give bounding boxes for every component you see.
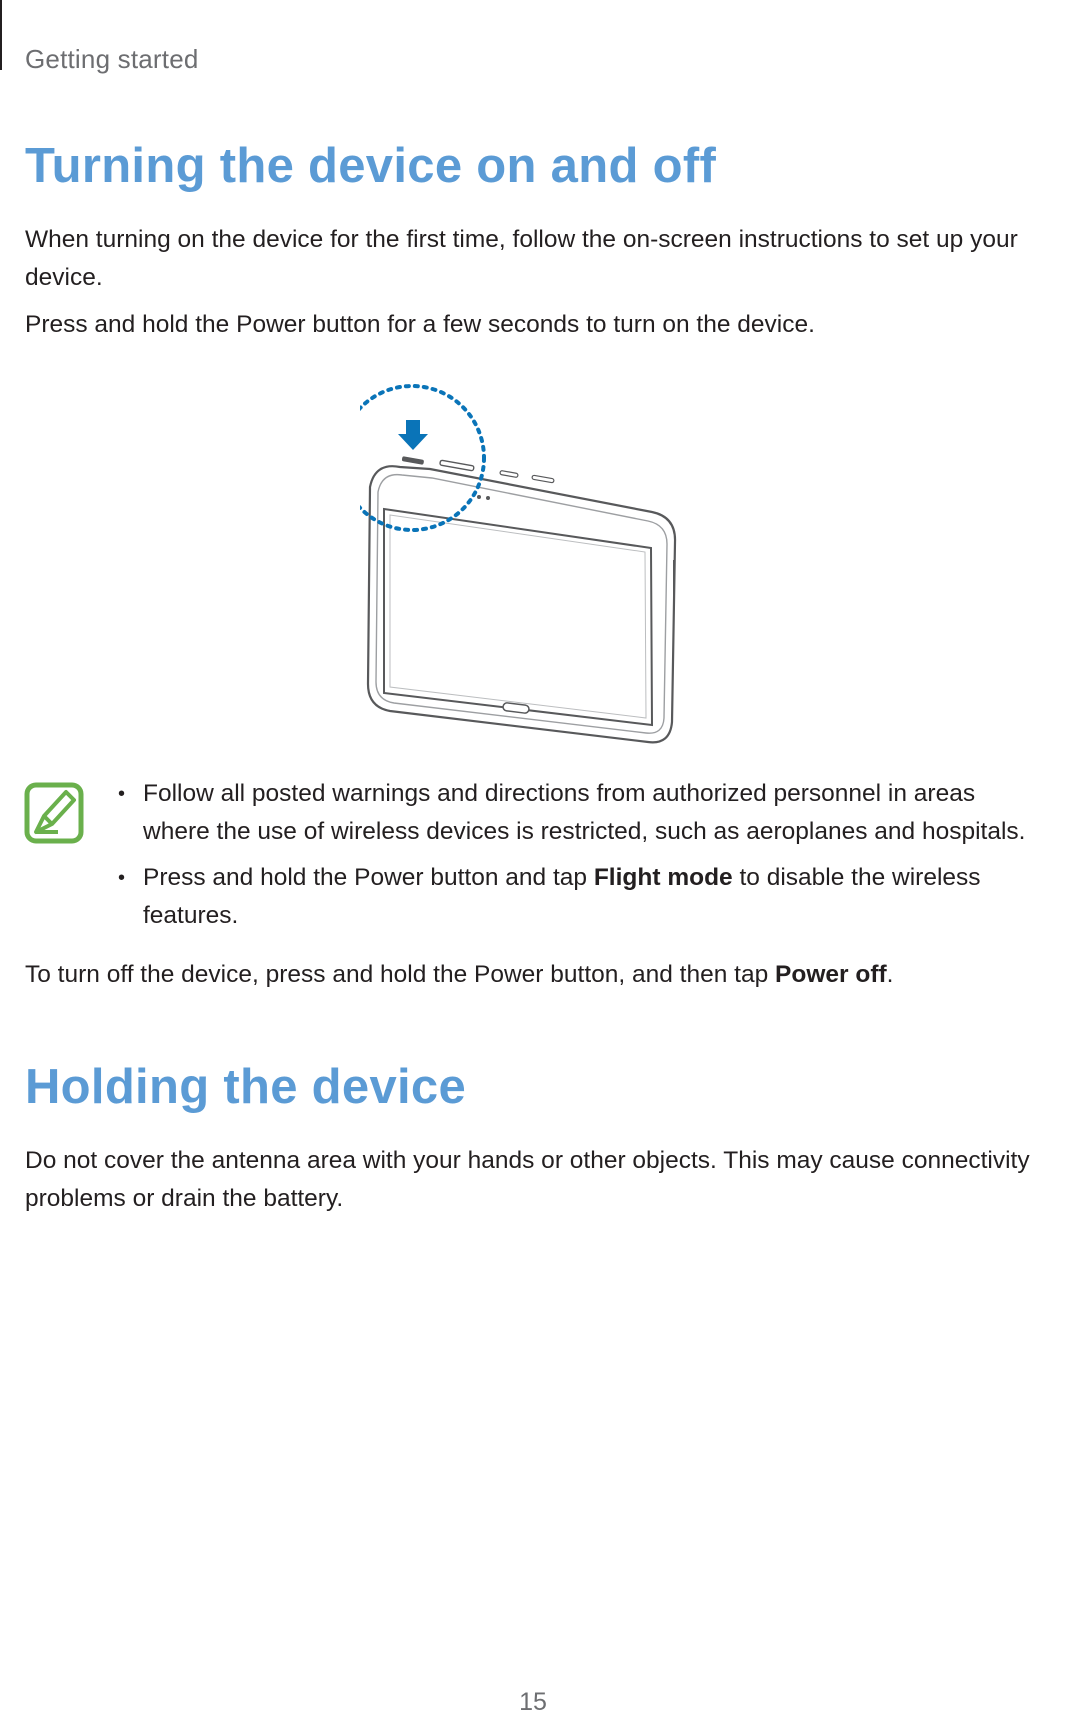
power-off-text-before: To turn off the device, press and hold the Power button, and then tap — [25, 961, 776, 988]
section-heading-holding-device: Holding the device — [25, 1060, 467, 1114]
note-item-text-before: Press and hold the Power button and tap — [143, 864, 594, 891]
note-item-text: Follow all posted warnings and directions from authorized personnel in areas where the use of wireless devices is restricted, such as aeroplanes and hospitals. — [143, 780, 1026, 845]
note-item-text-after: to disable the wireless features. — [143, 864, 981, 929]
bullet-icon: • — [118, 783, 126, 805]
holding-device-paragraph: Do not cover the antenna area with your hands or other objects. This may cause connectivity problems or drain the battery. — [25, 1147, 1030, 1212]
flight-mode-label: Flight mode — [593, 864, 733, 891]
note-item — [118, 775, 1048, 851]
header-rule — [0, 0, 2, 70]
note-list — [118, 775, 1048, 943]
power-off-text-after: . — [886, 961, 894, 988]
note-item — [118, 859, 1048, 935]
intro-paragraph: When turning on the device for the first time, follow the on-screen instructions to set up your device. — [25, 226, 1018, 291]
power-on-instruction: Press and hold the Power button for a few seconds to turn on the device. — [25, 311, 815, 338]
page-number: 15 — [519, 1688, 547, 1716]
note-pencil-icon — [24, 782, 84, 844]
section-heading-turning-on-off: Turning the device on and off — [25, 139, 717, 193]
header-section-label: Getting started — [25, 44, 199, 74]
tablet-power-button-illustration — [360, 372, 730, 752]
power-off-instruction — [25, 956, 1065, 994]
bullet-icon: • — [118, 867, 126, 889]
power-off-label: Power off — [775, 961, 887, 988]
